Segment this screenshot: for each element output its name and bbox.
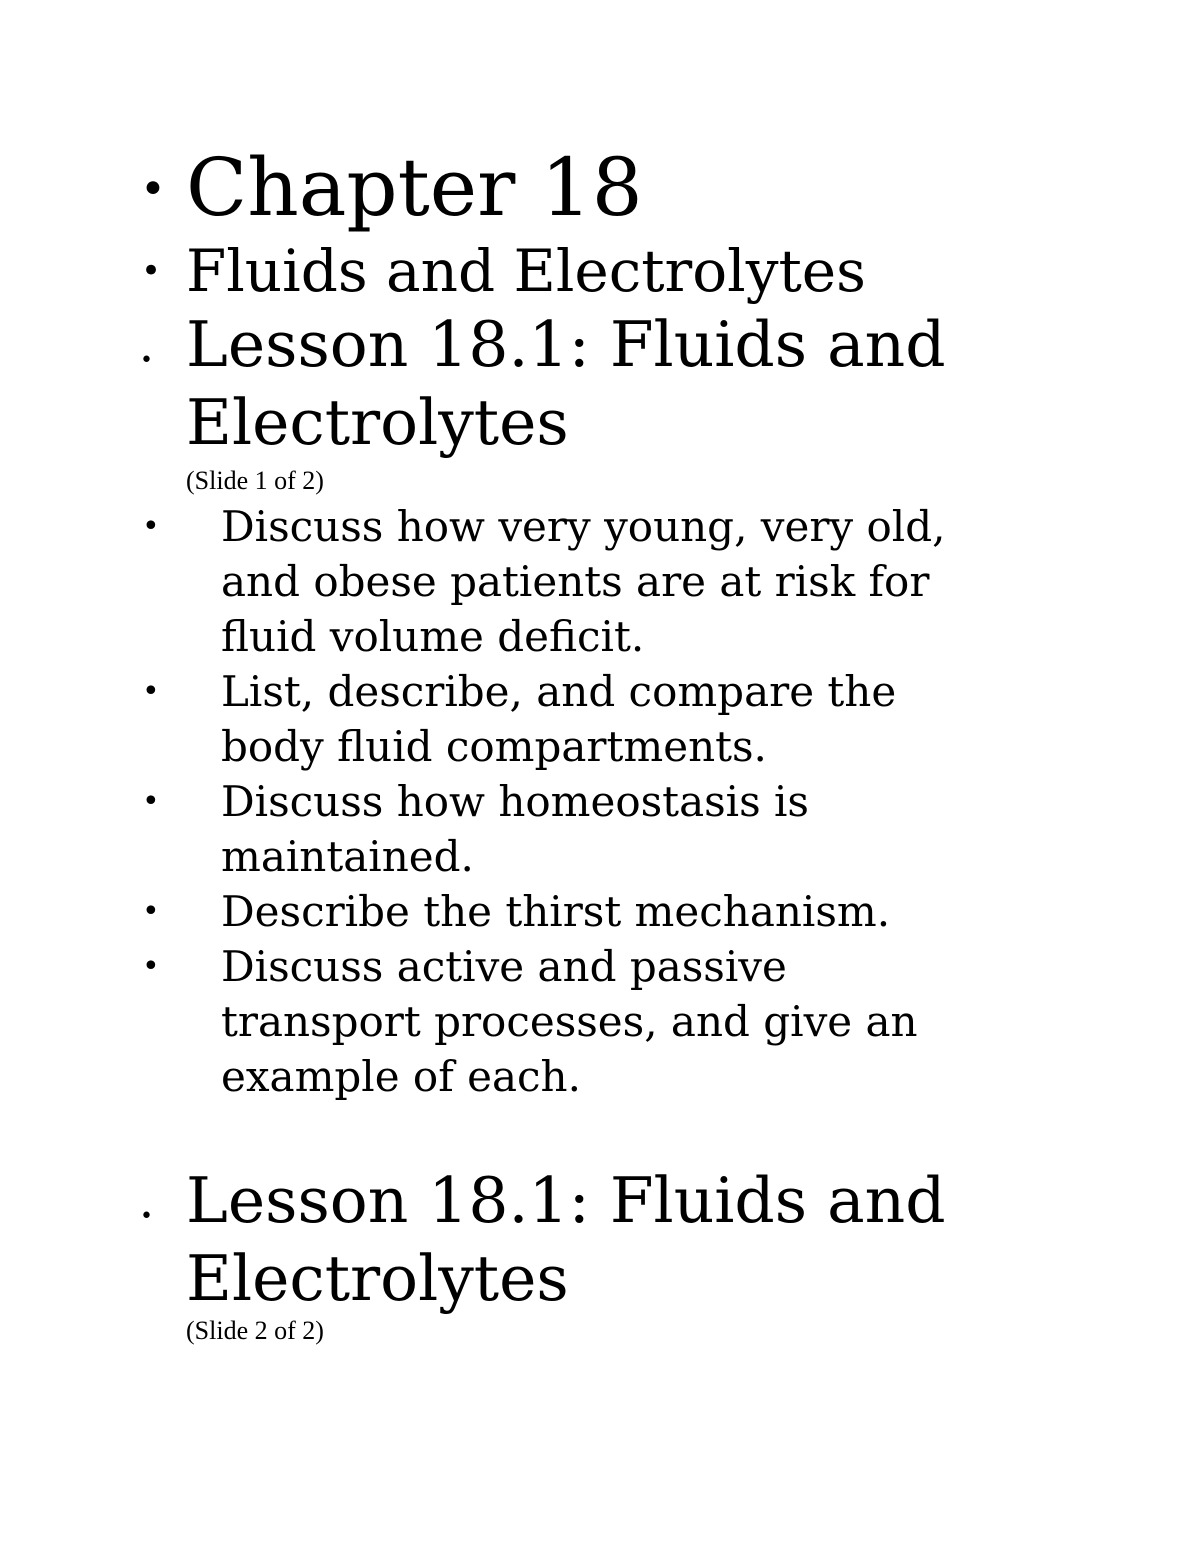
objective-line: fluid volume deficit.	[221, 612, 645, 661]
slide-note: (Slide 2 of 2)	[186, 1316, 324, 1345]
subtitle-text: Fluids and Electrolytes	[186, 237, 866, 305]
lesson-title-line: Electrolytes	[186, 1242, 569, 1315]
objective-text	[221, 884, 890, 939]
bullet-icon: •	[142, 674, 160, 709]
lesson-title-line: Lesson 18.1: Fluids and	[186, 1164, 946, 1237]
bullet-icon: •	[140, 348, 153, 373]
lesson-title-line: Electrolytes	[186, 386, 569, 459]
objective-text	[221, 499, 945, 664]
lesson-title-line: Lesson 18.1: Fluids and	[186, 308, 946, 381]
objective-line: example of each.	[221, 1052, 581, 1101]
bullet-icon: •	[142, 949, 160, 984]
slide-note: (Slide 1 of 2)	[186, 466, 324, 495]
bullet-icon: •	[140, 1204, 153, 1229]
bullet-icon: •	[141, 251, 162, 291]
lesson-title	[186, 306, 946, 462]
bullet-icon: •	[142, 784, 160, 819]
objective-line: Discuss how very young, very old,	[221, 502, 946, 551]
lesson-title	[186, 1162, 946, 1318]
objective-line: maintained.	[221, 832, 474, 881]
bullet-icon: •	[142, 509, 160, 544]
objective-text	[221, 939, 918, 1104]
objective-line: Discuss active and passive	[221, 942, 787, 991]
objective-text	[221, 774, 809, 884]
objective-text	[221, 664, 896, 774]
objective-line: Describe the thirst mechanism.	[221, 887, 891, 936]
objective-line: Discuss how homeostasis is	[221, 777, 809, 826]
chapter-title: Chapter 18	[186, 141, 643, 234]
objective-line: List, describe, and compare the	[221, 667, 897, 716]
objective-line: body fluid compartments.	[221, 722, 767, 771]
bullet-icon: •	[140, 164, 166, 215]
objective-line: transport processes, and give an	[221, 997, 918, 1046]
bullet-icon: •	[142, 894, 160, 929]
objective-line: and obese patients are at risk for	[221, 557, 930, 606]
